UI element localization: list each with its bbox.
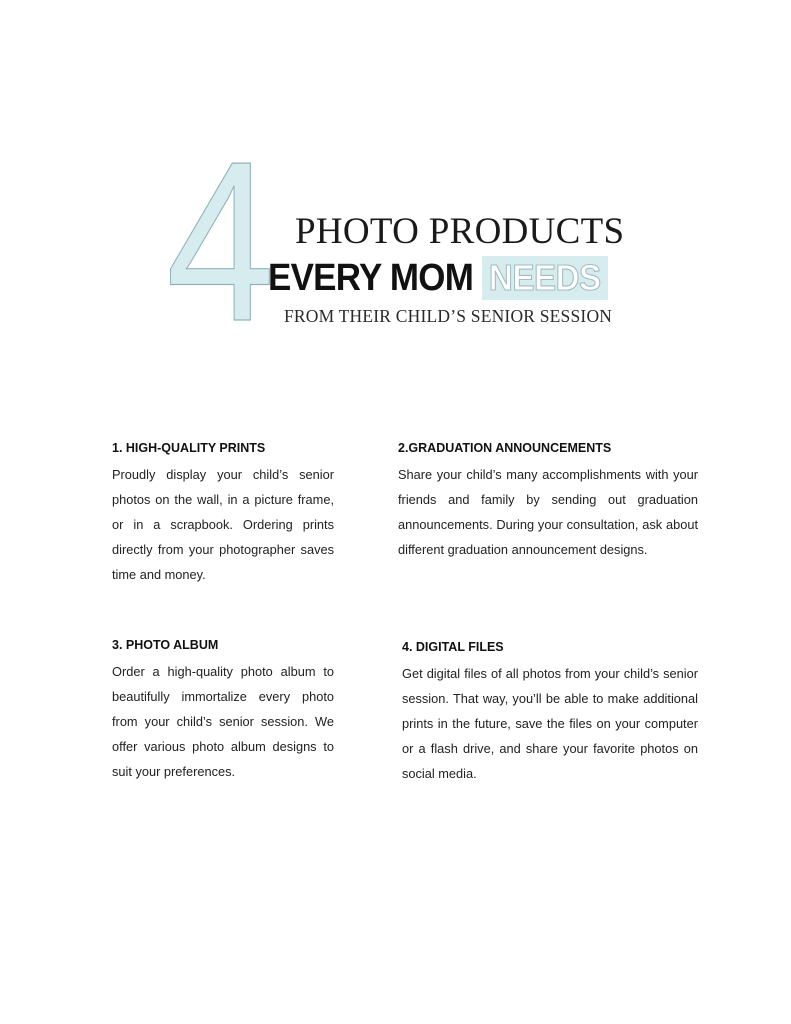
section-digital-files	[402, 639, 698, 786]
needs-highlight-box	[482, 256, 608, 300]
title-line-every-mom-needs	[268, 256, 601, 300]
section-body: Order a high-quality photo album to beautifully immortalize every photo from your child’s senior session. We offer various photo album designs to suit your preferences.	[112, 664, 334, 779]
title-block	[0, 0, 791, 369]
section-high-quality-prints	[112, 440, 334, 587]
title-line-subtitle: FROM THEIR CHILD’S SENIOR SESSION	[284, 306, 613, 326]
title-every-mom: EVERY MOM	[268, 257, 474, 299]
section-heading: 3. PHOTO ALBUM	[112, 638, 219, 652]
section-heading: 2.GRADUATION ANNOUNCEMENTS	[398, 441, 612, 455]
section-body: Proudly display your child’s senior photos on the wall, in a picture frame, or in a scrapbook. Ordering prints directly from your photographer saves time and money.	[112, 467, 334, 582]
section-body: Get digital files of all photos from your child’s senior session. That way, you’ll be able to make additional prints in the future, save the files on your computer or a flash drive, and share your favorite photos on social media.	[402, 666, 698, 781]
title-needs: NEEDS	[489, 257, 601, 298]
big-numeral-four: 4	[166, 115, 272, 369]
section-body: Share your child’s many accomplishments with your friends and family by sending out graduation announcements. During your consultation, ask about different graduation announcement designs.	[398, 467, 698, 557]
section-heading: 1. HIGH-QUALITY PRINTS	[112, 441, 266, 455]
section-heading: 4. DIGITAL FILES	[402, 640, 504, 654]
section-photo-album	[112, 637, 334, 784]
title-line-photo-products: PHOTO PRODUCTS	[295, 211, 625, 252]
section-graduation-announcements	[398, 440, 698, 562]
